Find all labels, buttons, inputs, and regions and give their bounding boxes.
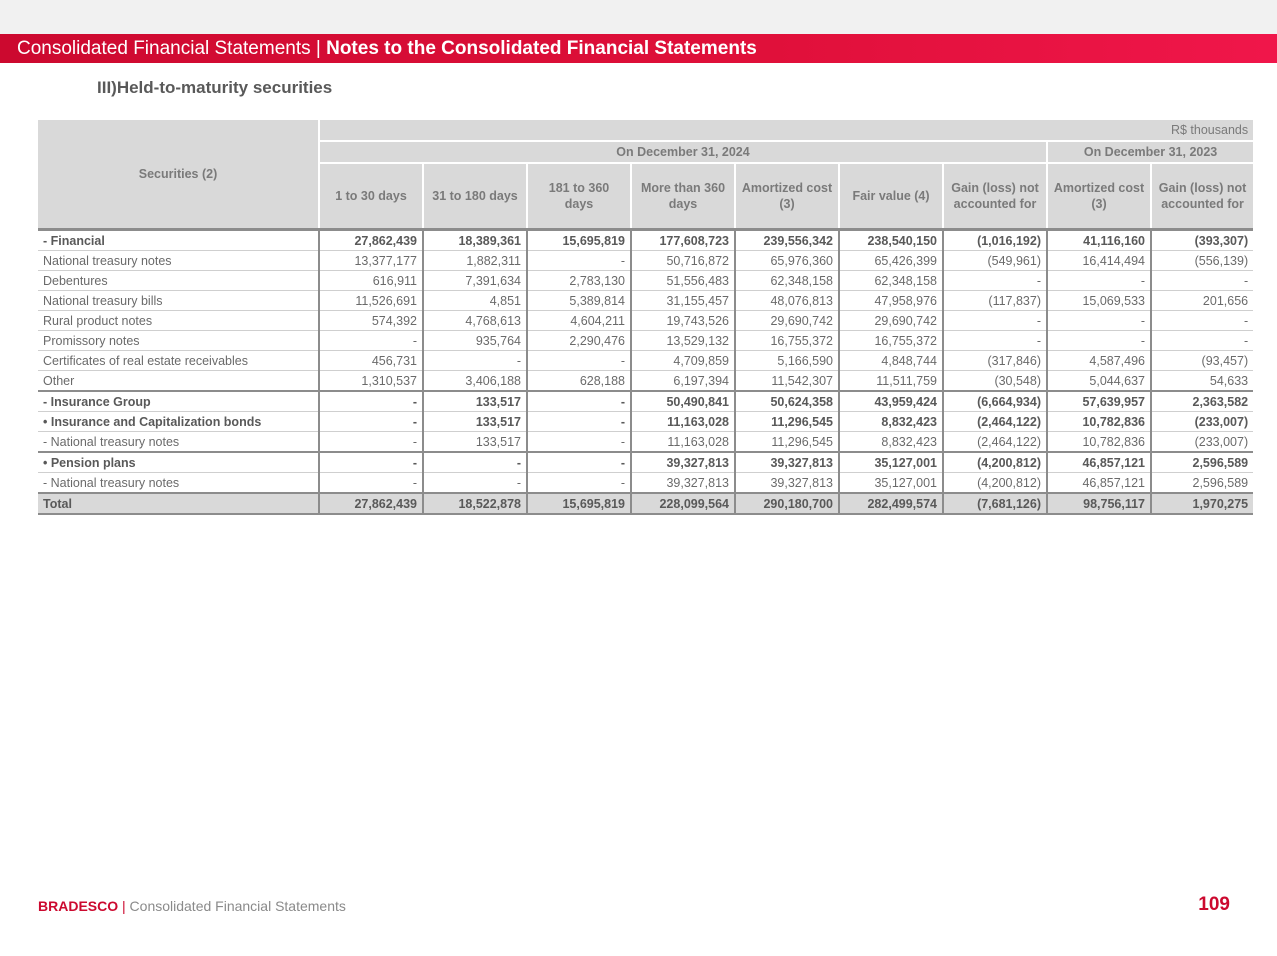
table-cell: 282,499,574	[839, 493, 943, 514]
section-title: III)Held-to-maturity securities	[97, 78, 333, 97]
table-cell: 4,709,859	[631, 351, 735, 371]
table-cell: -	[1151, 271, 1253, 291]
table-cell: -	[527, 391, 631, 412]
period-2024-header: On December 31, 2024	[319, 141, 1047, 163]
table-cell: (393,307)	[1151, 230, 1253, 251]
table-row	[38, 351, 1253, 371]
table-row	[38, 391, 1253, 412]
column-header: Fair value (4)	[839, 163, 943, 230]
securities-header: Securities (2)	[38, 120, 319, 230]
table-cell: 18,389,361	[423, 230, 527, 251]
table-cell: 65,426,399	[839, 251, 943, 271]
table-cell: 50,624,358	[735, 391, 839, 412]
table-cell: 4,768,613	[423, 311, 527, 331]
table-cell: -	[423, 351, 527, 371]
table-cell: 177,608,723	[631, 230, 735, 251]
table-cell: 133,517	[423, 412, 527, 432]
table-cell: -	[527, 412, 631, 432]
table-cell: -	[319, 391, 423, 412]
row-label: Debentures	[38, 271, 319, 291]
row-label: • Pension plans	[38, 452, 319, 473]
table-cell: 29,690,742	[839, 311, 943, 331]
column-header: Gain (loss) not accounted for	[943, 163, 1047, 230]
table-cell: (4,200,812)	[943, 452, 1047, 473]
table-cell: (117,837)	[943, 291, 1047, 311]
table-cell: 43,959,424	[839, 391, 943, 412]
table-cell: 39,327,813	[631, 473, 735, 494]
table-cell: 54,633	[1151, 371, 1253, 392]
table-cell: 10,782,836	[1047, 432, 1151, 453]
table-cell: (2,464,122)	[943, 412, 1047, 432]
table-cell: 290,180,700	[735, 493, 839, 514]
table-cell: 1,310,537	[319, 371, 423, 392]
table-cell: (2,464,122)	[943, 432, 1047, 453]
top-strip	[0, 0, 1277, 34]
table-cell: -	[319, 473, 423, 494]
page-number: 109	[1198, 894, 1230, 915]
table-cell: 62,348,158	[735, 271, 839, 291]
table-cell: 27,862,439	[319, 493, 423, 514]
table-cell: 4,604,211	[527, 311, 631, 331]
table-cell: 4,848,744	[839, 351, 943, 371]
table-cell: 935,764	[423, 331, 527, 351]
table-cell: 2,290,476	[527, 331, 631, 351]
table-cell: 11,511,759	[839, 371, 943, 392]
footer	[38, 898, 346, 914]
table-cell: 628,188	[527, 371, 631, 392]
table-cell: -	[527, 432, 631, 453]
table-cell: 574,392	[319, 311, 423, 331]
table-cell: 65,976,360	[735, 251, 839, 271]
table-cell: 15,695,819	[527, 493, 631, 514]
table-cell: -	[527, 351, 631, 371]
table-cell: 238,540,150	[839, 230, 943, 251]
table-cell: -	[319, 412, 423, 432]
table-cell: -	[1047, 311, 1151, 331]
row-label: - Insurance Group	[38, 391, 319, 412]
table-cell: 16,755,372	[735, 331, 839, 351]
table-cell: 133,517	[423, 432, 527, 453]
row-label: - National treasury notes	[38, 432, 319, 453]
table-row	[38, 291, 1253, 311]
header-section: Consolidated Financial Statements	[17, 38, 311, 59]
table-cell: 11,163,028	[631, 432, 735, 453]
table-cell: 15,069,533	[1047, 291, 1151, 311]
column-header: Gain (loss) not accounted for	[1151, 163, 1253, 230]
table-cell: -	[1047, 271, 1151, 291]
table-cell: 46,857,121	[1047, 473, 1151, 494]
column-header: 31 to 180 days	[423, 163, 527, 230]
column-header: 181 to 360 days	[527, 163, 631, 230]
table-cell: 35,127,001	[839, 452, 943, 473]
table-cell: 51,556,483	[631, 271, 735, 291]
table-cell: 18,522,878	[423, 493, 527, 514]
table-cell: 239,556,342	[735, 230, 839, 251]
table-cell: (6,664,934)	[943, 391, 1047, 412]
table-cell: (30,548)	[943, 371, 1047, 392]
table-cell: -	[1151, 331, 1253, 351]
table-cell: 48,076,813	[735, 291, 839, 311]
table-cell: 11,542,307	[735, 371, 839, 392]
table-cell: 62,348,158	[839, 271, 943, 291]
row-label: Promissory notes	[38, 331, 319, 351]
table-cell: (233,007)	[1151, 412, 1253, 432]
header-subsection: Notes to the Consolidated Financial Statements	[326, 38, 757, 59]
row-label: National treasury bills	[38, 291, 319, 311]
table-cell: 11,163,028	[631, 412, 735, 432]
table-cell: -	[527, 251, 631, 271]
table-row	[38, 271, 1253, 291]
page-header-banner	[0, 34, 1277, 63]
table-row	[38, 432, 1253, 453]
footer-text: Consolidated Financial Statements	[129, 898, 346, 914]
table-cell: 57,639,957	[1047, 391, 1151, 412]
row-label: - National treasury notes	[38, 473, 319, 494]
table-cell: 41,116,160	[1047, 230, 1151, 251]
table-cell: 39,327,813	[735, 473, 839, 494]
held-to-maturity-table	[38, 120, 1253, 515]
table-cell: 11,296,545	[735, 412, 839, 432]
table-cell: -	[319, 432, 423, 453]
table-cell: -	[943, 311, 1047, 331]
table-cell: 8,832,423	[839, 412, 943, 432]
table-cell: 50,490,841	[631, 391, 735, 412]
table-cell: -	[319, 331, 423, 351]
table-cell: -	[527, 473, 631, 494]
table-cell: 46,857,121	[1047, 452, 1151, 473]
table-cell: 5,389,814	[527, 291, 631, 311]
table-cell: -	[423, 473, 527, 494]
table-cell: 7,391,634	[423, 271, 527, 291]
table-row	[38, 251, 1253, 271]
table-cell: 50,716,872	[631, 251, 735, 271]
table-row	[38, 452, 1253, 473]
table-cell: 201,656	[1151, 291, 1253, 311]
table-cell: (1,016,192)	[943, 230, 1047, 251]
footer-brand: BRADESCO	[38, 898, 119, 914]
row-label: Rural product notes	[38, 311, 319, 331]
table-row	[38, 493, 1253, 514]
table-cell: -	[943, 331, 1047, 351]
table-cell: 1,882,311	[423, 251, 527, 271]
table-cell: 27,862,439	[319, 230, 423, 251]
table-cell: 5,166,590	[735, 351, 839, 371]
table-cell: 16,414,494	[1047, 251, 1151, 271]
table-cell: 4,587,496	[1047, 351, 1151, 371]
table-cell: 16,755,372	[839, 331, 943, 351]
table-cell: 31,155,457	[631, 291, 735, 311]
table-cell: 3,406,188	[423, 371, 527, 392]
table-cell: -	[943, 271, 1047, 291]
table-cell: 35,127,001	[839, 473, 943, 494]
table-cell: 39,327,813	[631, 452, 735, 473]
table-cell: 616,911	[319, 271, 423, 291]
table-cell: -	[319, 452, 423, 473]
table-row	[38, 331, 1253, 351]
column-header: More than 360 days	[631, 163, 735, 230]
table-cell: 8,832,423	[839, 432, 943, 453]
table-cell: 2,596,589	[1151, 452, 1253, 473]
row-label: Other	[38, 371, 319, 392]
table-cell: (233,007)	[1151, 432, 1253, 453]
table-cell: 19,743,526	[631, 311, 735, 331]
table-cell: 1,970,275	[1151, 493, 1253, 514]
table-row	[38, 371, 1253, 392]
row-label: Total	[38, 493, 319, 514]
row-label: - Financial	[38, 230, 319, 251]
table-cell: 13,377,177	[319, 251, 423, 271]
table-cell: (549,961)	[943, 251, 1047, 271]
table-cell: 2,363,582	[1151, 391, 1253, 412]
table-row	[38, 473, 1253, 494]
table-cell: 5,044,637	[1047, 371, 1151, 392]
table-cell: 11,526,691	[319, 291, 423, 311]
table-cell: 10,782,836	[1047, 412, 1151, 432]
header-separator: |	[310, 38, 327, 59]
table-cell: 6,197,394	[631, 371, 735, 392]
table-cell: -	[527, 452, 631, 473]
column-header: 1 to 30 days	[319, 163, 423, 230]
table-cell: 39,327,813	[735, 452, 839, 473]
column-header: Amortized cost (3)	[735, 163, 839, 230]
table-row	[38, 412, 1253, 432]
table-cell: 2,596,589	[1151, 473, 1253, 494]
table-cell: (556,139)	[1151, 251, 1253, 271]
table-cell: 4,851	[423, 291, 527, 311]
column-header: Amortized cost (3)	[1047, 163, 1151, 230]
period-2023-header: On December 31, 2023	[1047, 141, 1253, 163]
table-cell: 15,695,819	[527, 230, 631, 251]
table-cell: (7,681,126)	[943, 493, 1047, 514]
footer-separator: |	[118, 898, 130, 914]
table-cell: -	[1047, 331, 1151, 351]
table-cell: 29,690,742	[735, 311, 839, 331]
row-label: • Insurance and Capitalization bonds	[38, 412, 319, 432]
table-cell: 98,756,117	[1047, 493, 1151, 514]
table-cell: 47,958,976	[839, 291, 943, 311]
row-label: National treasury notes	[38, 251, 319, 271]
table-row	[38, 230, 1253, 251]
table-cell: (317,846)	[943, 351, 1047, 371]
table-cell: (93,457)	[1151, 351, 1253, 371]
table-cell: 13,529,132	[631, 331, 735, 351]
units-label: R$ thousands	[319, 120, 1253, 141]
table-cell: 133,517	[423, 391, 527, 412]
table-row	[38, 311, 1253, 331]
table-cell: 228,099,564	[631, 493, 735, 514]
table-cell: 2,783,130	[527, 271, 631, 291]
row-label: Certificates of real estate receivables	[38, 351, 319, 371]
table-cell: -	[1151, 311, 1253, 331]
table-cell: 11,296,545	[735, 432, 839, 453]
table-cell: (4,200,812)	[943, 473, 1047, 494]
table-cell: 456,731	[319, 351, 423, 371]
table-cell: -	[423, 452, 527, 473]
